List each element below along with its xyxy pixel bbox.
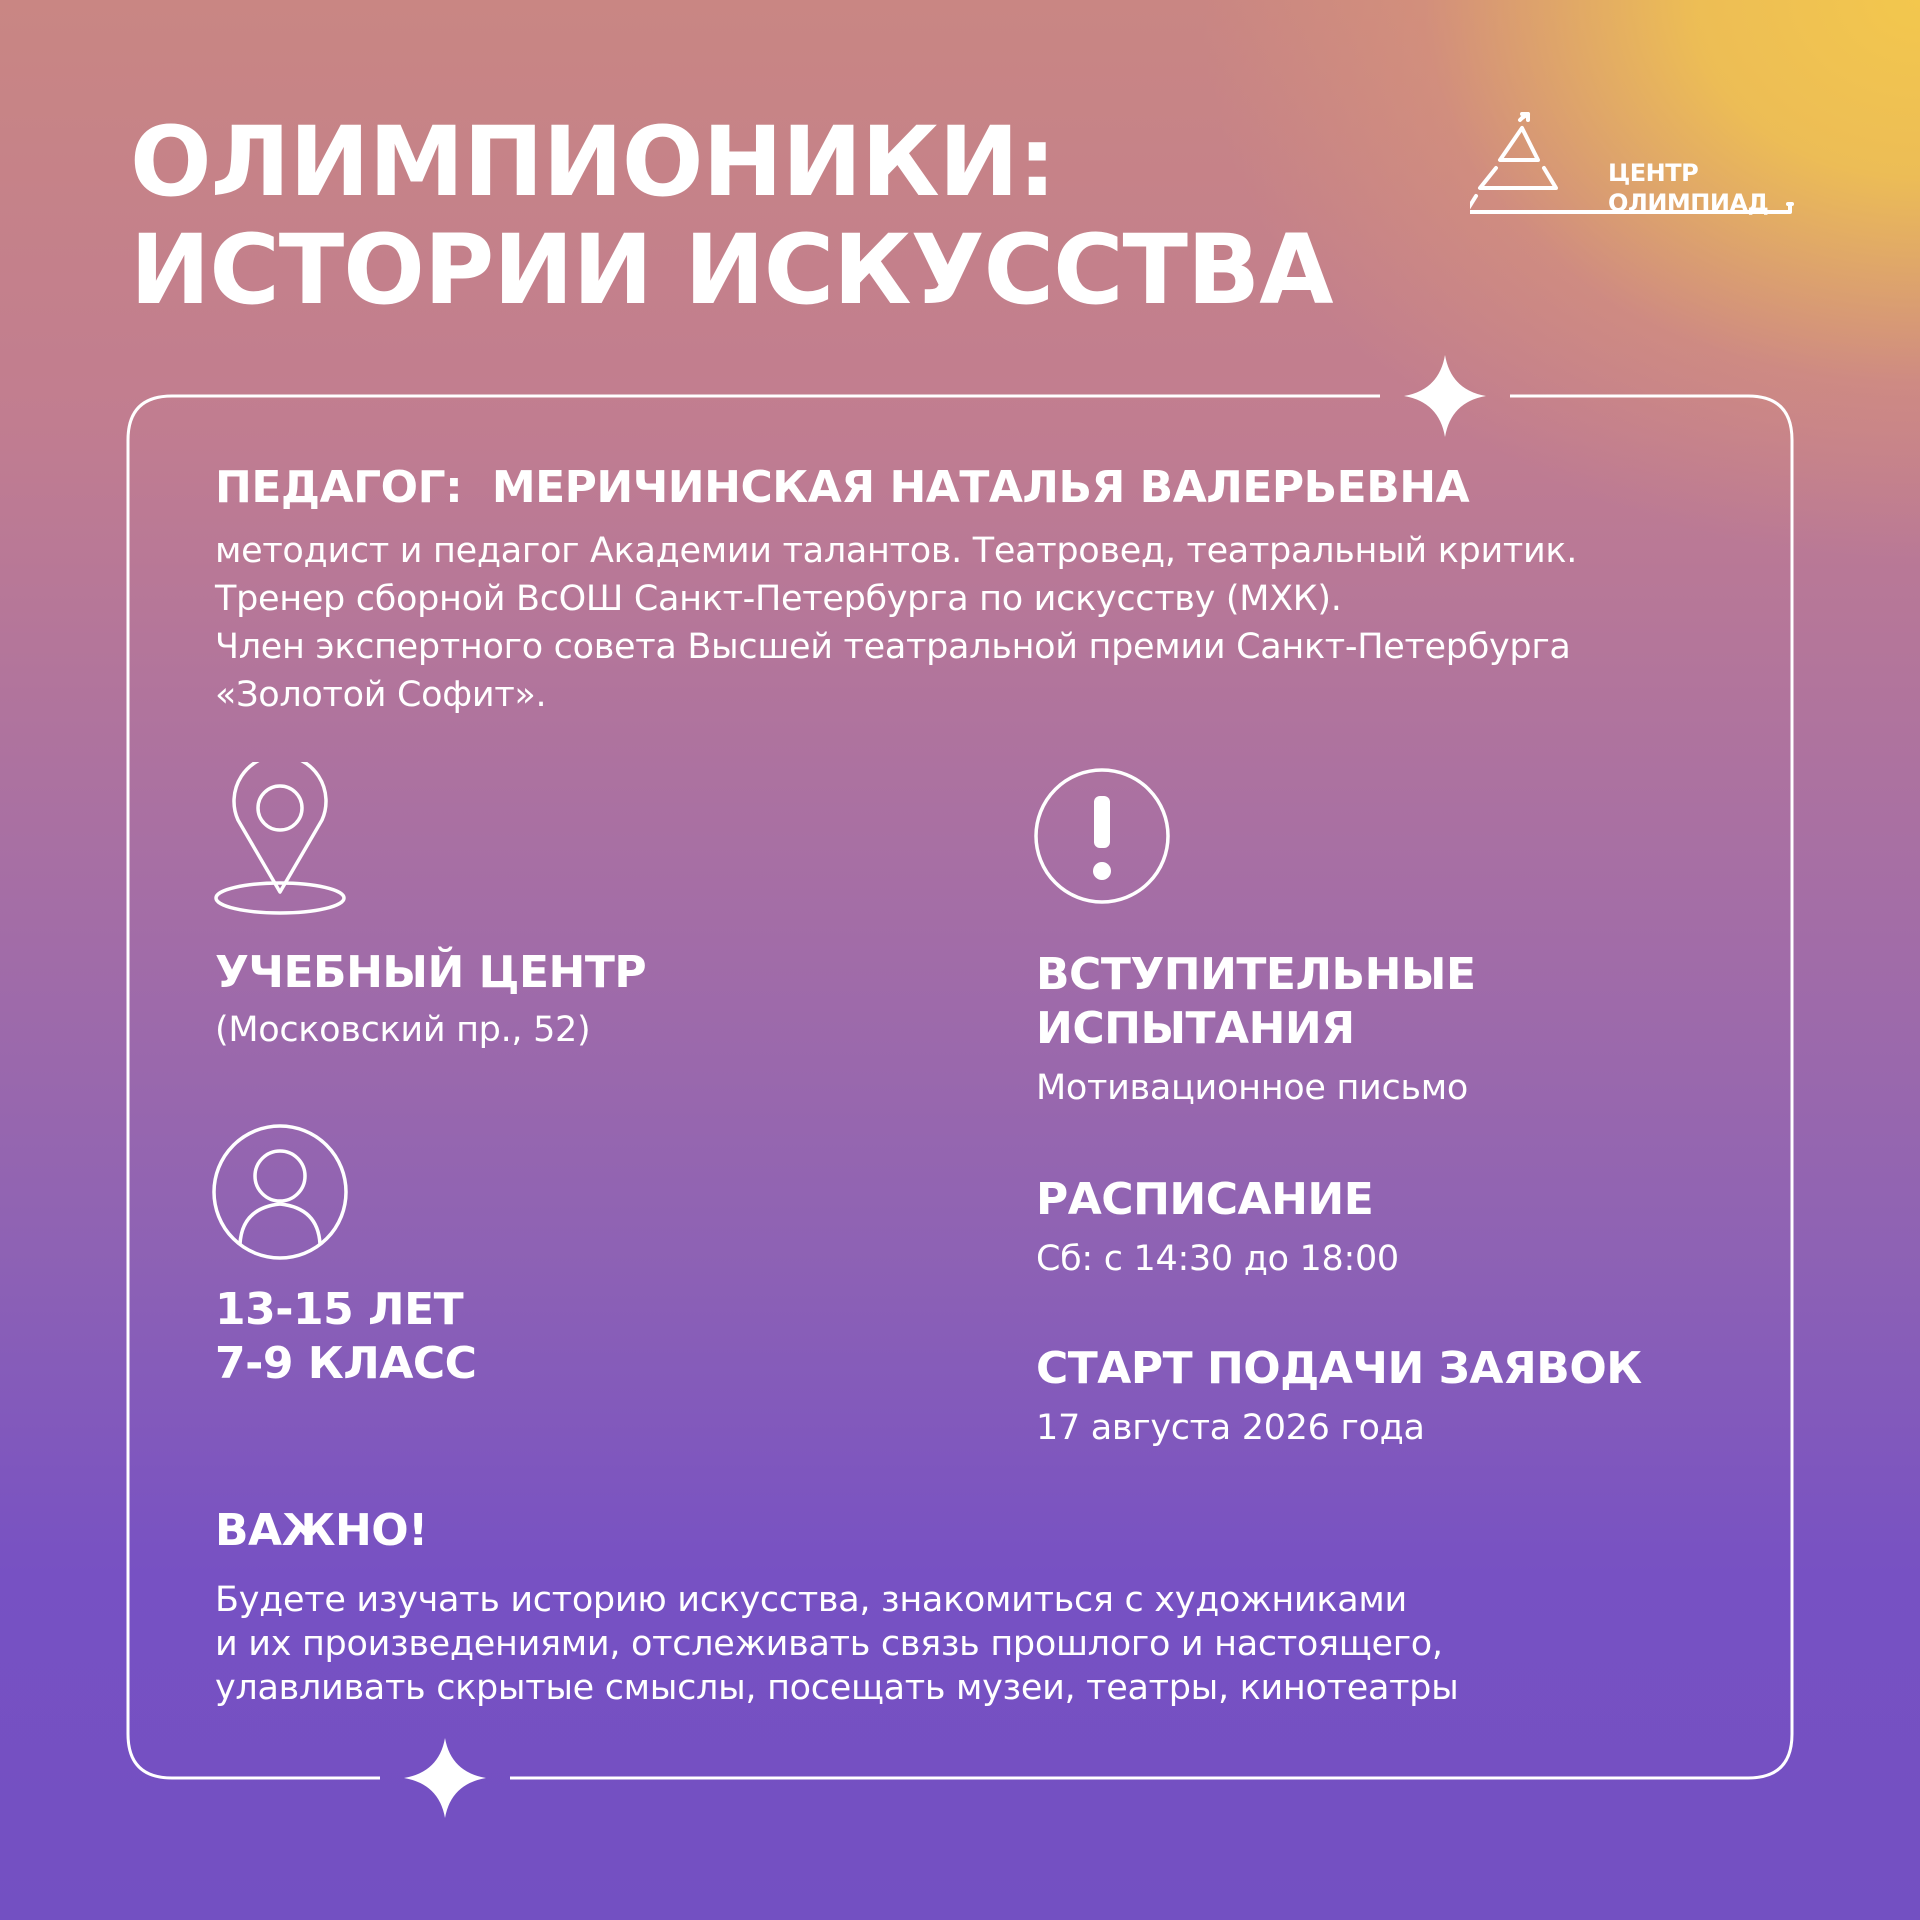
applications-block	[1036, 1342, 1642, 1450]
location-heading: УЧЕБНЫЙ ЦЕНТР	[215, 947, 647, 998]
location-address: (Московский пр., 52)	[215, 1010, 591, 1050]
schedule-heading: РАСПИСАНИЕ	[1036, 1174, 1374, 1225]
exclamation-icon	[1032, 766, 1172, 906]
sparkle-top-icon	[1404, 355, 1486, 437]
teacher-bio	[215, 527, 1715, 719]
teacher-heading: ПЕДАГОГ: МЕРИЧИНСКАЯ НАТАЛЬЯ ВАЛЕРЬЕВНА	[215, 462, 1470, 513]
title-line-1: ОЛИМПИОНИКИ:	[130, 106, 1056, 218]
title-line-2: ИСТОРИИ ИСКУССТВА	[130, 214, 1333, 326]
bio-line: методист и педагог Академии талантов. Театровед, театральный критик.	[215, 531, 1578, 571]
exams-text: Мотивационное письмо	[1036, 1068, 1468, 1108]
bio-line: «Золотой Софит».	[215, 675, 547, 715]
important-line: Будете изучать историю искусства, знакомиться с художниками	[215, 1580, 1407, 1620]
user-icon	[210, 1122, 350, 1262]
bio-line: Член экспертного совета Высшей театральной премии Санкт-Петербурга	[215, 627, 1571, 667]
logo-line-2: ОЛИМПИАД	[1608, 189, 1769, 217]
logo-line-1: ЦЕНТР	[1608, 159, 1699, 187]
important-block	[215, 1504, 1458, 1710]
exams-block	[1036, 948, 1476, 1110]
important-line: улавливать скрытые смыслы, посещать музеи, театры, кинотеатры	[215, 1668, 1459, 1708]
exams-heading-line-2: ИСПЫТАНИЯ	[1036, 1003, 1355, 1054]
location-block	[215, 946, 646, 1052]
grade-range: 7-9 КЛАСС	[215, 1338, 477, 1389]
important-line: и их произведениями, отслеживать связь прошлого и настоящего,	[215, 1624, 1443, 1664]
schedule-block	[1036, 1173, 1399, 1281]
applications-heading: СТАРТ ПОДАЧИ ЗАЯВОК	[1036, 1343, 1642, 1394]
important-heading: ВАЖНО!	[215, 1505, 428, 1556]
schedule-text: Сб: с 14:30 до 18:00	[1036, 1239, 1399, 1279]
applications-text: 17 августа 2026 года	[1036, 1408, 1425, 1448]
age-range: 13-15 ЛЕТ	[215, 1284, 464, 1335]
bio-line: Тренер сборной ВсОШ Санкт-Петербурга по искусству (МХК).	[215, 579, 1342, 619]
sparkle-bottom-icon	[404, 1738, 486, 1818]
exams-heading-line-1: ВСТУПИТЕЛЬНЫЕ	[1036, 949, 1476, 1000]
age-block	[215, 1283, 476, 1391]
location-pin-icon	[210, 762, 350, 920]
